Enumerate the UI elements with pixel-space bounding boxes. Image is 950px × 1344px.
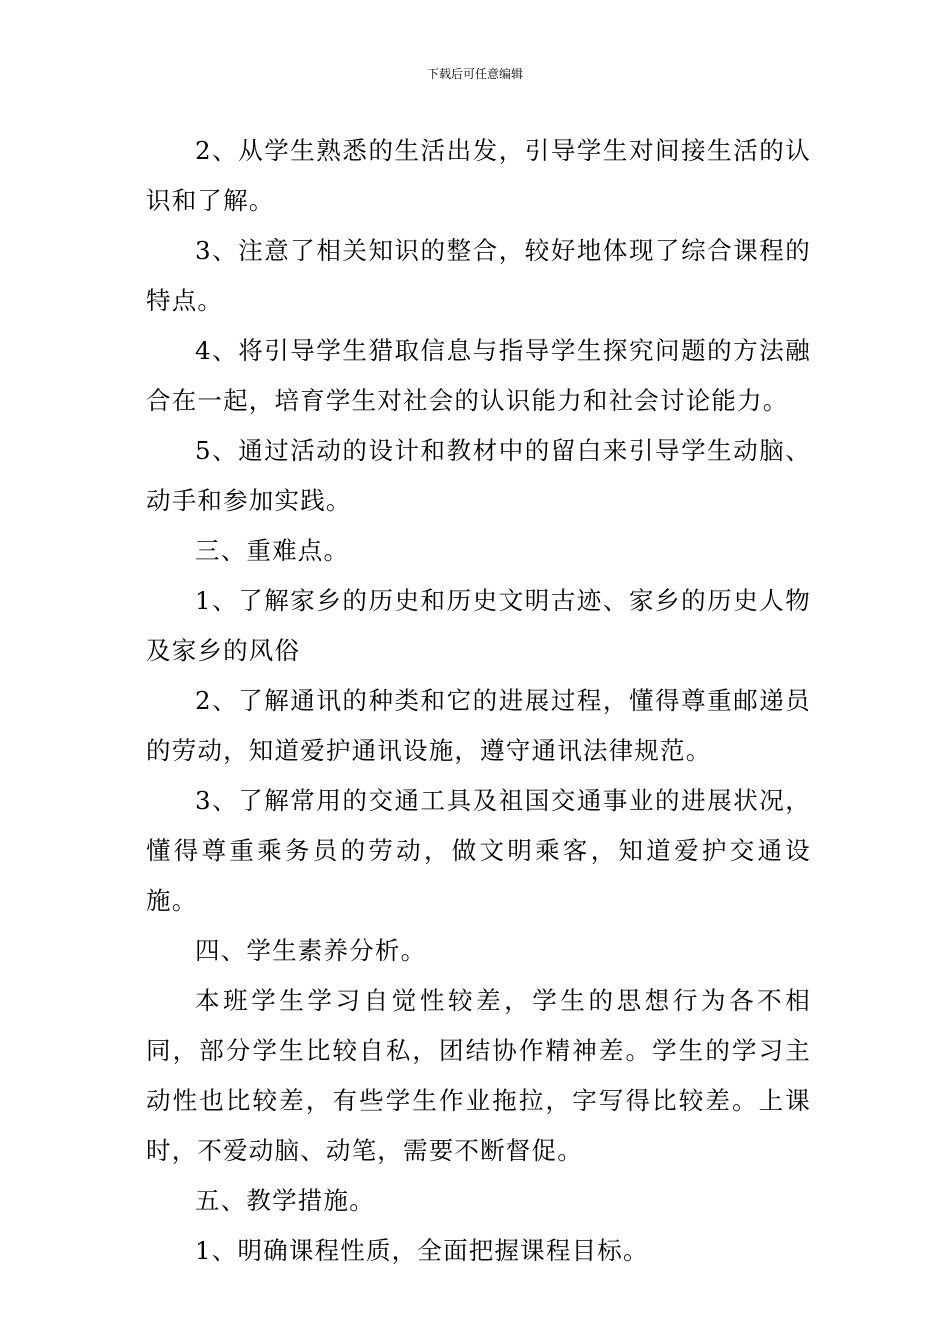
page-header: 下载后可任意编辑 bbox=[426, 67, 523, 81]
key-point-2: 2、了解通讯的种类和它的进展过程，懂得尊重邮递员的劳动，知道爱护通讯设施，遵守通讯法律规范。 bbox=[146, 686, 811, 765]
document-body bbox=[146, 126, 811, 1276]
key-point-1: 1、了解家乡的历史和历史文明古迹、家乡的历史人物及家乡的风俗 bbox=[146, 586, 811, 665]
section-heading-student-analysis: 四、学生素养分析。 bbox=[195, 936, 427, 965]
paragraph-item-3: 3、注意了相关知识的整合，较好地体现了综合课程的特点。 bbox=[146, 236, 811, 315]
paragraph-item-4: 4、将引导学生猎取信息与指导学生探究问题的方法融合在一起，培育学生对社会的认识能力和社会讨论能力。 bbox=[146, 336, 811, 415]
section-heading-key-points: 三、重难点。 bbox=[195, 536, 350, 565]
section-heading-teaching-measures: 五、教学措施。 bbox=[195, 1186, 375, 1215]
key-point-3: 3、了解常用的交通工具及祖国交通事业的进展状况，懂得尊重乘务员的劳动，做文明乘客，知道爱护交通设施。 bbox=[146, 786, 811, 915]
paragraph-item-5: 5、通过活动的设计和教材中的留白来引导学生动脑、动手和参加实践。 bbox=[146, 436, 811, 515]
teaching-measure-1: 1、明确课程性质，全面把握课程目标。 bbox=[195, 1236, 649, 1265]
paragraph-item-2: 2、从学生熟悉的生活出发，引导学生对间接生活的认识和了解。 bbox=[146, 136, 811, 215]
student-analysis-paragraph: 本班学生学习自觉性较差，学生的思想行为各不相同，部分学生比较自私，团结协作精神差。学生的学习主动性也比较差，有些学生作业拖拉，字写得比较差。上课时，不爱动脑、动笔，需要不断督促。 bbox=[146, 986, 811, 1165]
